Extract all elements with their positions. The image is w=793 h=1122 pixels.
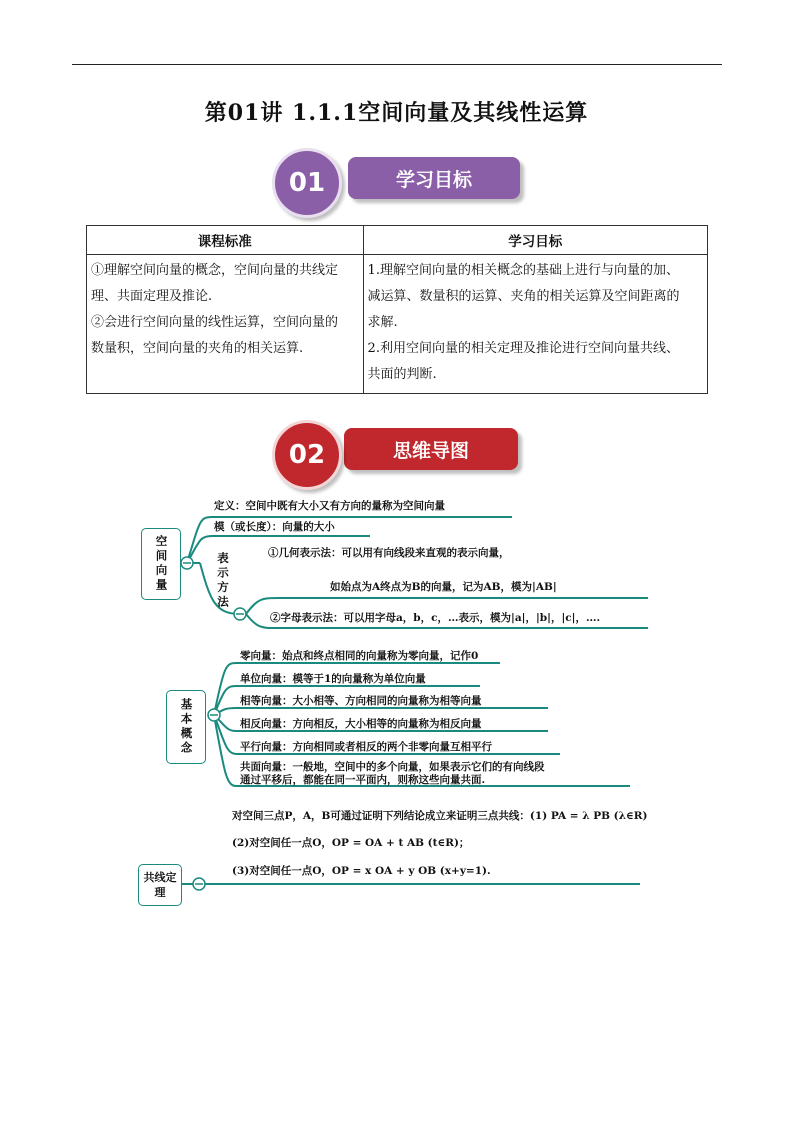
node-representation	[212, 552, 230, 610]
space-definition: 定义：空间中既有大小又有方向的量称为空间向量	[214, 500, 445, 512]
opposite-vector: 相反向量：方向相反，大小相等的向量称为相反向量	[240, 718, 482, 730]
goals-standard-line: 数量积，空间向量的夹角的相关运算.	[91, 341, 304, 356]
representation-letter: ②字母表示法：可以用字母a，b，c，…表示，模为|a|，|b|，|c|，….	[270, 612, 601, 624]
goals-objective-line: 求解.	[367, 315, 398, 330]
collinear-condition-1: 对空间三点P，A，B可通过证明下列结论成立来证明三点共线：(1) PA = λ PB (λ∈R)	[232, 810, 648, 822]
collinear-condition-2: (2)对空间任一点O，OP = OA + t AB (t∈R)；	[232, 837, 470, 849]
parallel-vector: 平行向量：方向相同或者相反的两个非零向量互相平行	[240, 741, 492, 753]
node-collinear-theorem	[138, 864, 182, 906]
collinear-condition-3: (3)对空间任一点O，OP = x OA + y OB (x+y=1).	[232, 865, 491, 877]
representation-geometric: ①几何表示法：可以用有向线段来直观的表示向量，	[268, 547, 510, 559]
node-basic-concepts	[166, 690, 206, 764]
coplanar-vector-line2: 通过平移后，都能在同一平面内，则称这些向量共面.	[240, 774, 486, 786]
section-01-number: 01	[272, 148, 342, 218]
node-space-vector-label: 空间向量	[154, 535, 169, 593]
unit-vector: 单位向量：模等于1的向量称为单位向量	[240, 673, 426, 685]
zero-vector: 零向量：始点和终点相同的向量称为零向量，记作0	[240, 650, 479, 662]
goals-header-standard: 课程标准	[87, 226, 364, 255]
goals-standard-line: ①理解空间向量的概念，空间向量的共线定	[91, 263, 339, 278]
coplanar-vector-line1: 共面向量：一般地，空间中的多个向量，如果表示它们的有向线段	[240, 761, 545, 773]
goals-standard-line: 理、共面定理及推论.	[91, 289, 213, 304]
node-space-vector	[141, 528, 181, 600]
goals-objective-line: 共面的判断.	[367, 367, 437, 382]
node-collinear-theorem-label: 共线定理	[143, 871, 177, 899]
node-representation-label: 表示方法	[216, 552, 230, 610]
representation-geometric-example: 如始点为A终点为B的向量，记为AB，模为|AB|	[330, 581, 557, 593]
goals-header-objective: 学习目标	[363, 226, 707, 255]
page-title: 第01讲 1.1.1空间向量及其线性运算	[204, 100, 589, 126]
goals-objective-line: 1.理解空间向量的相关概念的基础上进行与向量的加、	[367, 263, 679, 278]
section-01-label: 学习目标	[348, 157, 520, 199]
goals-objective-line: 2.利用空间向量的相关定理及推论进行空间向量共线、	[367, 341, 679, 356]
section-02-label: 思维导图	[344, 428, 518, 470]
equal-vector: 相等向量：大小相等、方向相同的向量称为相等向量	[240, 695, 482, 707]
section-02-number: 02	[272, 420, 342, 490]
goals-objective-line: 减运算、数量积的运算、夹角的相关运算及空间距离的	[367, 289, 680, 304]
goals-standard-line: ②会进行空间向量的线性运算，空间向量的	[91, 315, 339, 330]
space-modulus: 模（或长度）：向量的大小	[214, 521, 335, 533]
node-basic-concepts-label: 基本概念	[179, 698, 194, 756]
